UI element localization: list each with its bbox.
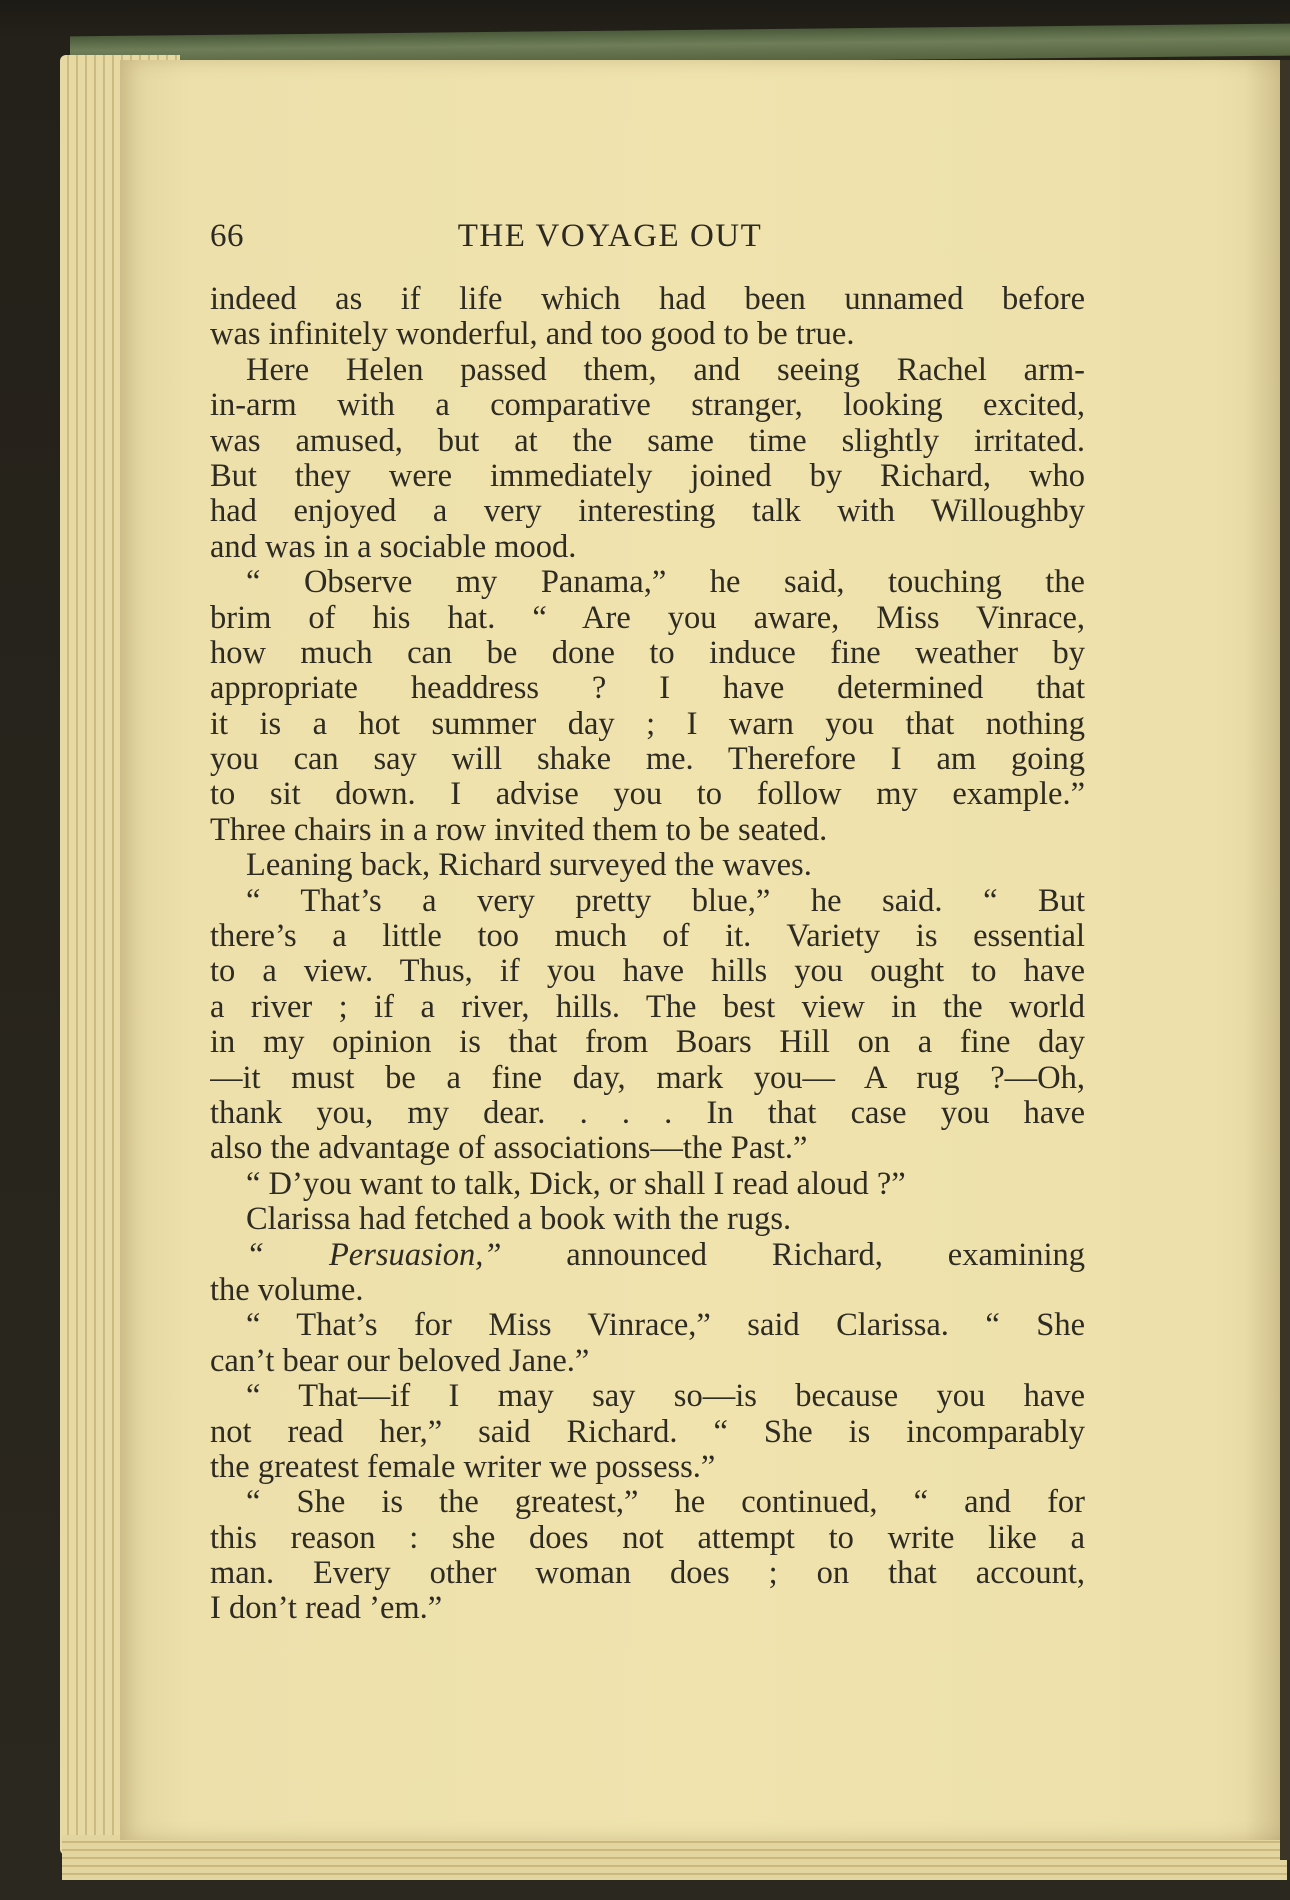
text-line (210, 742, 1085, 777)
text-line (210, 884, 1085, 919)
text-line-content: also the advantage of associations—the Past.” (210, 1131, 808, 1167)
text-line-content: “ D’you want to talk, Dick, or shall I read aloud ?” (246, 1166, 906, 1202)
text-line-content: brim of his hat. “ Are you aware, Miss Vinrace, (210, 600, 1085, 636)
text-line-content: “ That’s a very pretty blue,” he said. “ But (246, 883, 1085, 919)
text-line (210, 671, 1085, 706)
text-line (210, 1096, 1085, 1131)
italic-title: “ Persuasion,” (246, 1237, 567, 1273)
body-text (210, 282, 1085, 1627)
text-line-content: Here Helen passed them, and seeing Rachel arm- (246, 352, 1085, 388)
text-line-content: “ That—if I may say so—is because you have (246, 1379, 1085, 1415)
text-line-content: —it must be a fine day, mark you— A rug ?—Oh, (210, 1060, 1085, 1096)
text-line-content: the volume. (210, 1272, 364, 1308)
text-line (210, 1273, 1085, 1308)
text-line (210, 1485, 1085, 1520)
running-title: THE VOYAGE OUT (457, 218, 763, 254)
text-line (210, 707, 1085, 742)
text-line-content: I don’t read ’em.” (210, 1591, 443, 1627)
text-line (210, 1379, 1085, 1414)
text-line-content: announced Richard, examining (566, 1237, 1085, 1273)
text-line-content: to sit down. I advise you to follow my example.” (210, 777, 1085, 813)
text-line (210, 388, 1085, 423)
text-line (210, 494, 1085, 529)
text-line (210, 813, 1085, 848)
text-line (210, 990, 1085, 1025)
text-line (210, 1202, 1085, 1237)
text-line (210, 1238, 1085, 1273)
page-number: 66 (210, 218, 244, 254)
text-line-content: “ That’s for Miss Vinrace,” said Clarissa. “ She (246, 1308, 1085, 1344)
text-line-content: the greatest female writer we possess.” (210, 1449, 716, 1485)
text-line-content: can’t bear our beloved Jane.” (210, 1343, 590, 1379)
text-line (210, 1344, 1085, 1379)
text-line (210, 1521, 1085, 1556)
text-line-content: Three chairs in a row invited them to be seated. (210, 812, 828, 848)
text-line-content: thank you, my dear. . . . In that case you have (210, 1095, 1085, 1131)
text-line (210, 1131, 1085, 1166)
text-line-content: Leaning back, Richard surveyed the waves. (246, 848, 812, 884)
text-line (210, 424, 1085, 459)
text-line-content: was amused, but at the same time slightly irritated. (210, 423, 1085, 459)
text-line (210, 601, 1085, 636)
text-line-content: Clarissa had fetched a book with the rugs. (246, 1202, 792, 1238)
text-line-content: how much can be done to induce fine weather by (210, 635, 1085, 671)
running-head (210, 218, 930, 264)
text-line (210, 353, 1085, 388)
page-edges-bottom (62, 1835, 1287, 1880)
text-line (210, 317, 1085, 352)
text-line-content: and was in a sociable mood. (210, 529, 577, 565)
binding-edge (1280, 60, 1290, 1860)
text-line-content: in my opinion is that from Boars Hill on a fine day (210, 1025, 1085, 1061)
text-line-content: a river ; if a river, hills. The best view in the world (210, 989, 1085, 1025)
text-line-content: had enjoyed a very interesting talk with Willoughby (210, 494, 1085, 530)
text-line (210, 282, 1085, 317)
text-line-content: this reason : she does not attempt to write like a (210, 1520, 1085, 1556)
text-line-content: man. Every other woman does ; on that account, (210, 1556, 1085, 1592)
text-line-content: “ Observe my Panama,” he said, touching the (246, 565, 1085, 601)
text-line-content: “ She is the greatest,” he continued, “ and for (246, 1485, 1085, 1521)
page-gutter-shadow (1245, 60, 1285, 1840)
text-line (210, 636, 1085, 671)
text-line (210, 848, 1085, 883)
text-line (210, 1591, 1085, 1626)
text-line (210, 777, 1085, 812)
text-line-content: you can say will shake me. Therefore I am going (210, 742, 1085, 778)
text-line (210, 954, 1085, 989)
text-line-content: in-arm with a comparative stranger, looking excited, (210, 388, 1085, 424)
text-line-content: to a view. Thus, if you have hills you ought to have (210, 954, 1085, 990)
text-line (210, 530, 1085, 565)
text-line-content: was infinitely wonderful, and too good to be true. (210, 317, 855, 353)
text-line-content: it is a hot summer day ; I warn you that nothing (210, 706, 1085, 742)
text-line-content: there’s a little too much of it. Variety is essential (210, 919, 1085, 955)
text-line (210, 459, 1085, 494)
text-line-content: indeed as if life which had been unnamed before (210, 282, 1085, 317)
text-line (210, 1061, 1085, 1096)
text-line-content: But they were immediately joined by Richard, who (210, 458, 1085, 494)
text-line (210, 565, 1085, 600)
text-line-content: appropriate headdress ? I have determined that (210, 671, 1085, 707)
text-line-content: not read her,” said Richard. “ She is incomparably (210, 1414, 1085, 1450)
text-line (210, 1308, 1085, 1343)
text-line (210, 1025, 1085, 1060)
text-line (210, 1167, 1085, 1202)
text-line (210, 919, 1085, 954)
text-line (210, 1450, 1085, 1485)
text-line (210, 1556, 1085, 1591)
text-line (210, 1415, 1085, 1450)
